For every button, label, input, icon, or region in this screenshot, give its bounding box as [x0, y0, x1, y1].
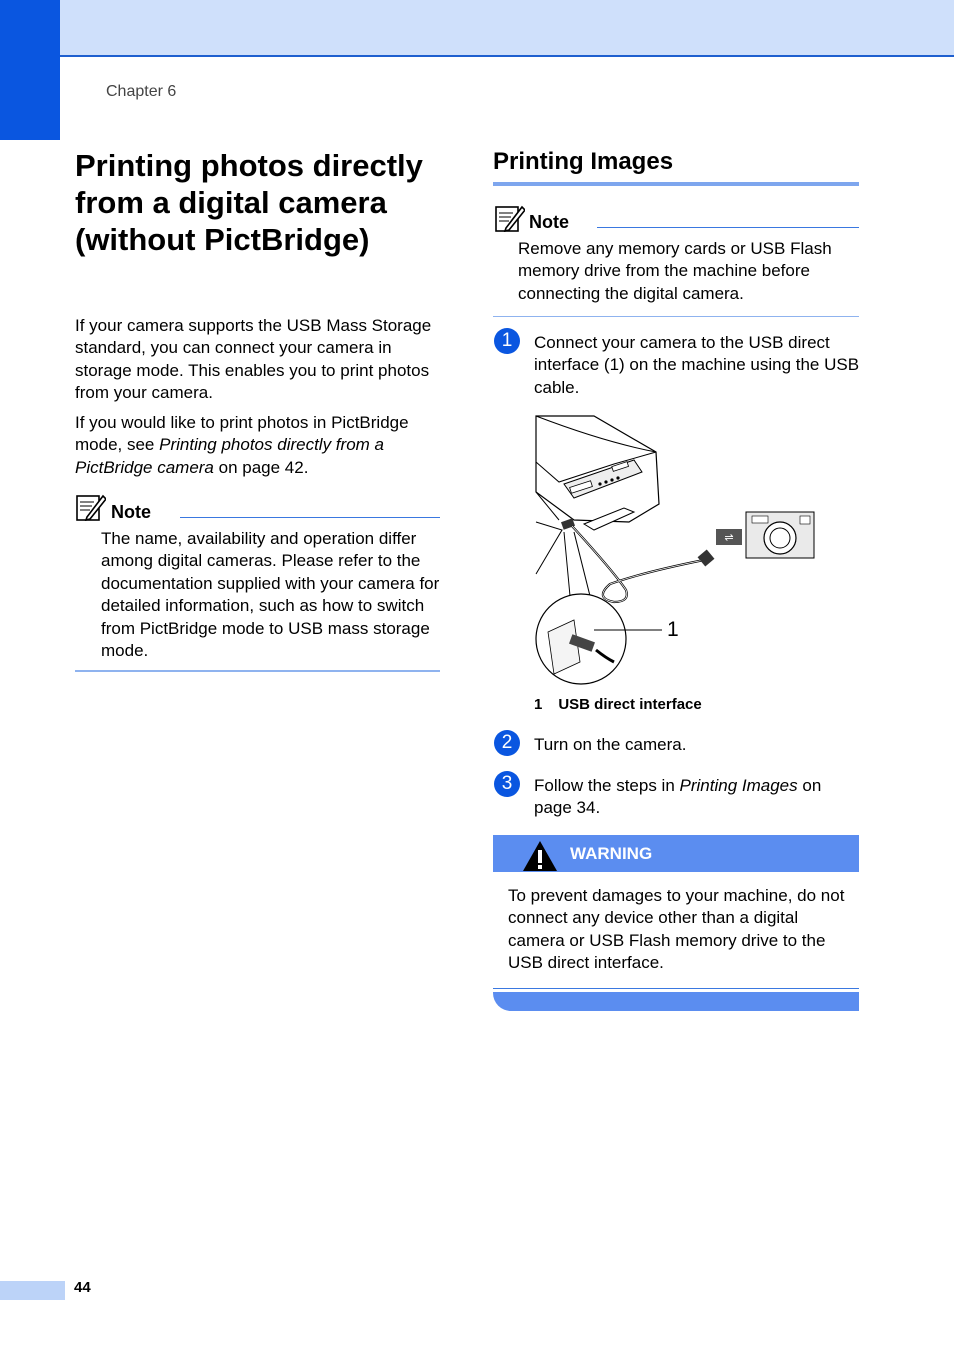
page-number: 44 — [74, 1279, 91, 1296]
figure-caption — [534, 696, 702, 713]
caption-number: 1 — [534, 696, 543, 713]
warning-label: WARNING — [570, 844, 653, 863]
header-rule — [60, 55, 954, 57]
note-end-rule — [75, 670, 440, 672]
note-label: Note — [529, 212, 569, 232]
note-pencil-icon — [76, 493, 106, 526]
subsection-rule — [493, 182, 859, 186]
step-badge-1: 1 — [494, 328, 520, 354]
note-label: Note — [111, 502, 151, 522]
warning-footer-bar — [493, 992, 859, 1011]
note-text: The name, availability and operation differ among digital cameras. Please refer to the documentation supplied with your camera for detailed information, such as how to switch from PictBridge mode to USB mass storage mode. — [101, 529, 440, 661]
figure-callout-1: 1 — [667, 618, 679, 641]
warning-text: To prevent damages to your machine, do not connect any device other than a digital camera or USB Flash memory drive to the USB direct interface. — [508, 886, 845, 973]
warning-triangle-icon — [522, 840, 558, 872]
step-2-text: Turn on the camera. — [534, 735, 687, 754]
warning-divider — [493, 988, 859, 989]
note-end-rule — [493, 316, 859, 317]
note-pencil-icon — [495, 204, 525, 237]
chapter-tab — [0, 0, 60, 140]
cross-reference-link[interactable]: Printing photos directly from a PictBridge camera — [75, 435, 384, 477]
page-number-tab — [0, 1281, 65, 1300]
step-text-part: Follow the steps in — [534, 776, 680, 795]
step-text-part: on page 34. — [534, 776, 822, 818]
para-text: If you would like to print photos in PictBridge mode, see — [75, 413, 409, 455]
caption-text: USB direct interface — [558, 696, 702, 713]
step-badge-2: 2 — [494, 730, 520, 756]
note-divider — [597, 227, 859, 228]
note-text: Remove any memory cards or USB Flash memory drive from the machine before connecting the digital camera. — [518, 239, 832, 303]
cross-reference-link[interactable]: Printing Images — [679, 776, 798, 795]
step-3-text — [534, 775, 834, 820]
chapter-label: Chapter 6 — [106, 83, 177, 100]
step-badge-3: 3 — [494, 771, 520, 797]
para-text: on page 42. — [213, 457, 309, 477]
note-divider — [180, 517, 440, 518]
svg-text:⇌: ⇌ — [724, 531, 734, 544]
step-1-text: Connect your camera to the USB direct interface (1) on the machine using the USB cable. — [534, 333, 860, 397]
section-title: Printing photos directly from a digital camera (without PictBridge) — [75, 148, 423, 257]
usb-connection-figure — [534, 412, 824, 693]
header-bar — [0, 0, 954, 56]
intro-paragraph: If your camera supports the USB Mass Storage standard, you can connect your camera in storage mode. This enables you to print photos from your camera. — [75, 316, 432, 403]
subsection-title: Printing Images — [493, 148, 674, 175]
pictbridge-paragraph — [75, 412, 445, 479]
